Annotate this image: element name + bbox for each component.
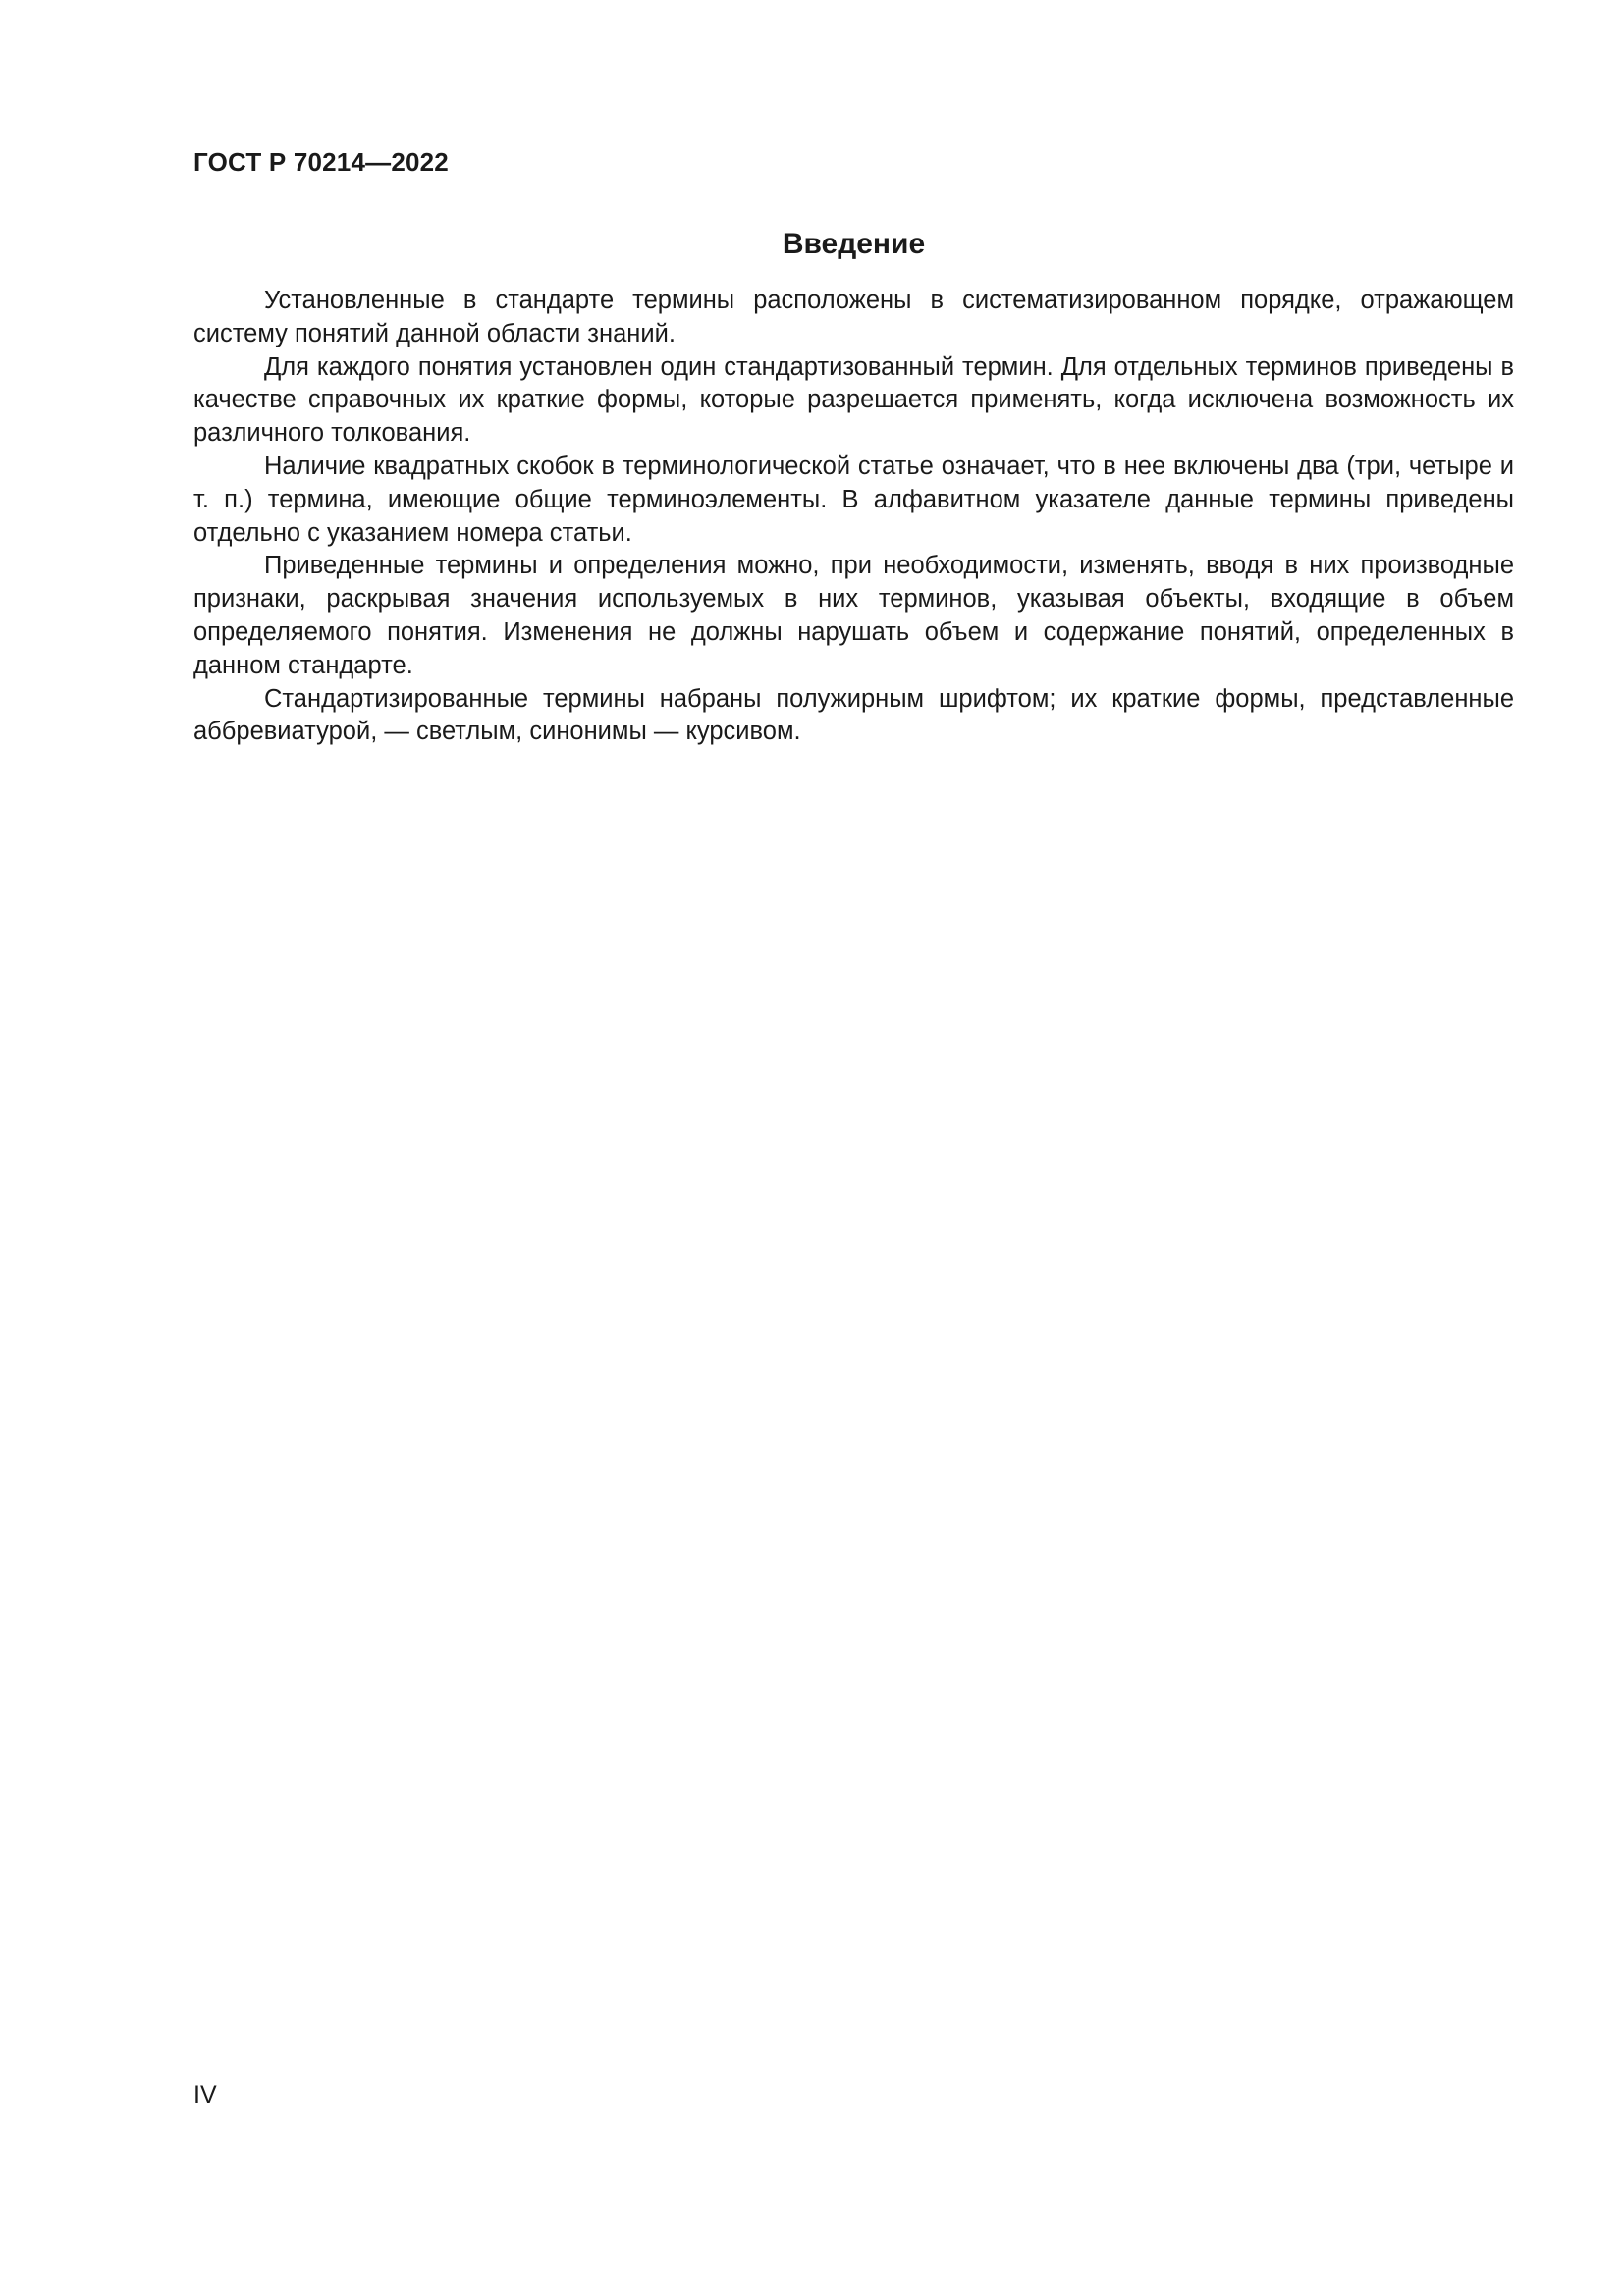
section-title: Введение [782, 228, 926, 260]
paragraph: Стандартизированные термины набраны полужирным шрифтом; их краткие формы, представленные аббревиатурой, — светлым, синонимы — курсивом. [193, 684, 1514, 746]
introduction-body [193, 285, 1514, 749]
paragraph: Установленные в стандарте термины расположены в систематизированном порядке, отражающем систему понятий данной области знаний. [193, 287, 1514, 347]
document-code: ГОСТ Р 70214—2022 [193, 147, 449, 177]
paragraph: Для каждого понятия установлен один стандартизованный термин. Для отдельных терминов приведены в качестве справочных их краткие формы, которые разрешается применять, когда исключена возможность их различного толкования. [193, 352, 1514, 448]
paragraph: Приведенные термины и определения можно, при необходимости, изменять, вводя в них производные признаки, раскрывая значения используемых в них терминов, указывая объекты, входящие в объем определяемого понятия. Изменения не должны нарушать объем и содержание понятий, определенных в данном стандарте. [193, 552, 1514, 679]
page-number: IV [193, 2081, 217, 2109]
paragraph: Наличие квадратных скобок в терминологической статье означает, что в нее включены два (три, четыре и т. п.) термина, имеющие общие терминоэлементы. В алфавитном указателе данные термины приведены отдельно с указанием номера статьи. [193, 452, 1514, 547]
